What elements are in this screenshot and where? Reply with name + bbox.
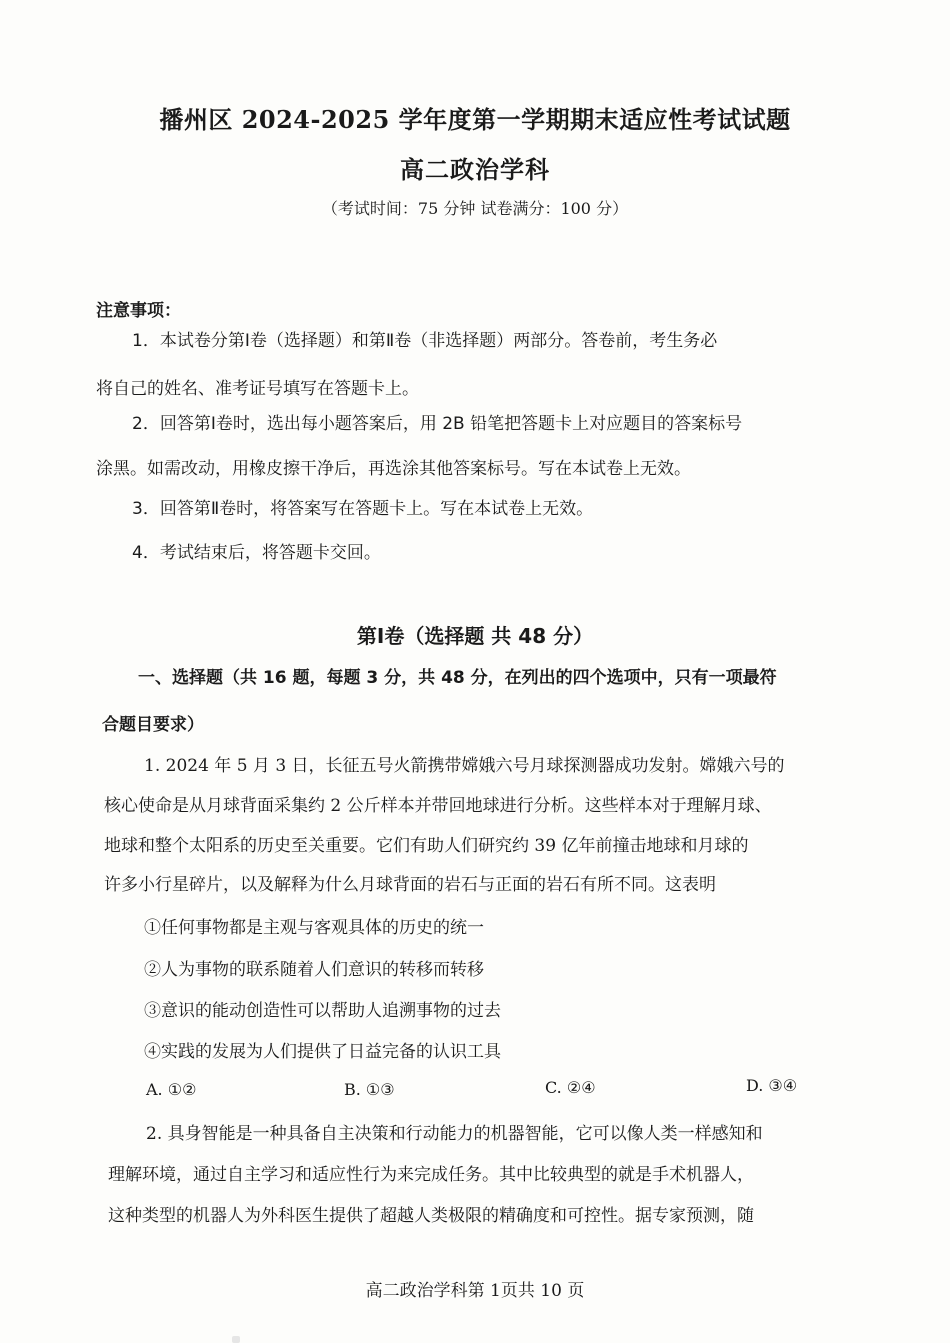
exam-time-and-score: （考试时间：75 分钟 试卷满分：100 分）	[321, 199, 629, 218]
note-line-4: 涂黑。如需改动，用橡皮擦干净后，再选涂其他答案标号。写在本试卷上无效。	[96, 459, 691, 479]
q1-statement-3: ③意识的能动创造性可以帮助人追溯事物的过去	[144, 1001, 501, 1021]
note-line-6: 4．考试结束后，将答题卡交回。	[132, 543, 381, 563]
scan-speck	[232, 1336, 240, 1343]
q2-line-3: 这种类型的机器人为外科医生提供了超越人类极限的精确度和可控性。据专家预测，随	[108, 1206, 754, 1226]
section-1-title: 第Ⅰ卷（选择题 共 48 分）	[356, 624, 594, 648]
q1-line-4: 许多小行星碎片，以及解释为什么月球背面的岩石与正面的岩石有所不同。这表明	[104, 875, 716, 895]
q1-line-3: 地球和整个太阳系的历史至关重要。它们有助人们研究约 39 亿年前撞击地球和月球的	[104, 836, 749, 856]
section-1-instruction-line-1: 一、选择题（共 16 题，每题 3 分，共 48 分，在列出的四个选项中，只有一项最符	[138, 668, 777, 688]
q1-choice-c: C. ②④	[545, 1078, 596, 1097]
q1-choice-d: D. ③④	[746, 1076, 798, 1095]
note-line-1: 1．本试卷分第Ⅰ卷（选择题）和第Ⅱ卷（非选择题）两部分。答卷前，考生务必	[132, 331, 718, 351]
q2-line-2: 理解环境，通过自主学习和适应性行为来完成任务。其中比较典型的就是手术机器人，	[108, 1165, 754, 1185]
q1-line-1: 1. 2024 年 5 月 3 日，长征五号火箭携带嫦娥六号月球探测器成功发射。嫦娥六号的	[144, 756, 785, 776]
section-1-instruction-line-2: 合题目要求）	[102, 715, 204, 735]
page-footer: 高二政治学科第 1页共 10 页	[365, 1281, 585, 1301]
q1-choice-b: B. ①③	[344, 1080, 395, 1099]
exam-title: 播州区 2024-2025 学年度第一学期期末适应性考试试题	[159, 105, 791, 134]
note-line-5: 3．回答第Ⅱ卷时，将答案写在答题卡上。写在本试卷上无效。	[132, 499, 594, 519]
exam-subject: 高二政治学科	[400, 155, 550, 184]
q1-line-2: 核心使命是从月球背面采集约 2 公斤样本并带回地球进行分析。这些样本对于理解月球、	[104, 796, 772, 816]
q1-statement-1: ①任何事物都是主观与客观具体的历史的统一	[144, 918, 484, 938]
q1-statement-2: ②人为事物的联系随着人们意识的转移而转移	[144, 960, 484, 980]
q1-statement-4: ④实践的发展为人们提供了日益完备的认识工具	[144, 1042, 501, 1062]
note-line-3: 2．回答第Ⅰ卷时，选出每小题答案后，用 2B 铅笔把答题卡上对应题目的答案标号	[132, 414, 743, 434]
notes-heading: 注意事项：	[96, 301, 181, 321]
note-line-2: 将自己的姓名、准考证号填写在答题卡上。	[96, 379, 419, 399]
q1-choice-a: A. ①②	[146, 1080, 197, 1099]
q2-line-1: 2. 具身智能是一种具备自主决策和行动能力的机器智能，它可以像人类一样感知和	[146, 1124, 763, 1144]
